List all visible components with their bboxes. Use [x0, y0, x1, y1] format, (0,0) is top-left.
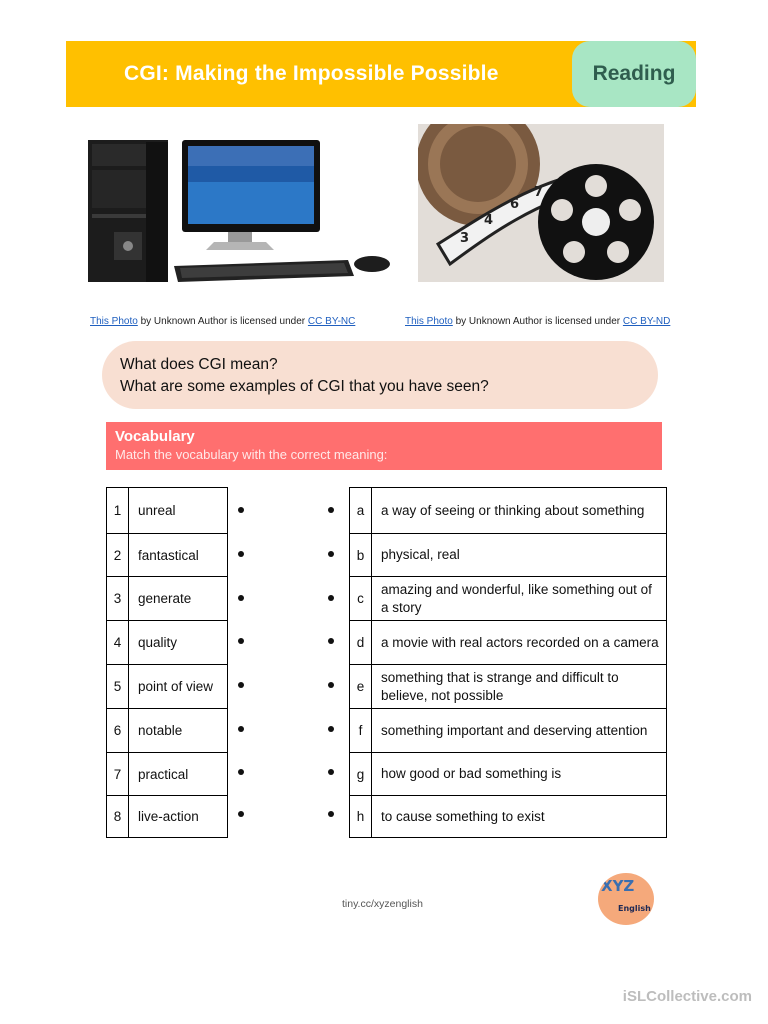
meaning-letter: h — [350, 796, 372, 838]
meaning-letter: c — [350, 577, 372, 621]
meaning-text: to cause something to exist — [372, 796, 667, 838]
meaning-text: something that is strange and difficult to believe, not possible — [372, 665, 667, 709]
film-frame-label: 4 — [484, 213, 494, 228]
footer-link[interactable]: tiny.cc/xyzenglish — [342, 898, 423, 910]
word-number: 6 — [107, 709, 129, 753]
word-term: unreal — [129, 488, 228, 534]
match-dot-meaning-a[interactable] — [328, 507, 334, 513]
word-term: point of view — [129, 665, 228, 709]
logo-letters: XYZ — [601, 877, 635, 895]
xyz-english-logo — [598, 873, 654, 925]
word-term: fantastical — [129, 534, 228, 577]
word-row — [107, 488, 228, 534]
page-title: CGI: Making the Impossible Possible — [124, 62, 499, 85]
match-dot-meaning-h[interactable] — [328, 811, 334, 817]
meaning-text: physical, real — [372, 534, 667, 577]
meaning-letter: e — [350, 665, 372, 709]
film-reel-photo — [418, 124, 664, 282]
match-dot-word-7[interactable] — [238, 769, 244, 775]
vocabulary-word-table — [106, 487, 228, 838]
photo-link[interactable]: This Photo — [90, 316, 138, 327]
question-2: What are some examples of CGI that you have seen? — [120, 378, 489, 395]
credit-text: by Unknown Author is licensed under — [140, 316, 306, 327]
meaning-row — [350, 753, 667, 796]
word-term: quality — [129, 621, 228, 665]
match-dot-word-5[interactable] — [238, 682, 244, 688]
photo-link[interactable]: This Photo — [405, 316, 453, 327]
meaning-text: something important and deserving attention — [372, 709, 667, 753]
vocabulary-meaning-table — [349, 487, 667, 838]
word-term: live-action — [129, 796, 228, 838]
license-link[interactable]: CC BY-ND — [622, 316, 671, 327]
match-dot-word-3[interactable] — [238, 595, 244, 601]
word-number: 3 — [107, 577, 129, 621]
meaning-text: a way of seeing or thinking about something — [372, 488, 667, 534]
meaning-text: a movie with real actors recorded on a camera — [372, 621, 667, 665]
match-dot-word-8[interactable] — [238, 811, 244, 817]
vocabulary-title: Vocabulary — [115, 428, 195, 445]
meaning-row — [350, 796, 667, 838]
word-row — [107, 534, 228, 577]
word-number: 4 — [107, 621, 129, 665]
match-dot-meaning-c[interactable] — [328, 595, 334, 601]
film-frame-label: 3 — [460, 231, 470, 246]
photo-credit-2 — [405, 316, 670, 327]
title-banner — [66, 41, 696, 107]
match-dot-word-6[interactable] — [238, 726, 244, 732]
match-dot-meaning-g[interactable] — [328, 769, 334, 775]
discussion-questions — [102, 341, 658, 409]
meaning-row — [350, 621, 667, 665]
meaning-text: amazing and wonderful, like something out of a story — [372, 577, 667, 621]
vocabulary-instruction: Match the vocabulary with the correct meaning: — [115, 447, 388, 462]
match-dot-word-2[interactable] — [238, 551, 244, 557]
match-dot-meaning-b[interactable] — [328, 551, 334, 557]
word-row — [107, 621, 228, 665]
word-number: 8 — [107, 796, 129, 838]
match-dot-meaning-f[interactable] — [328, 726, 334, 732]
match-dot-meaning-e[interactable] — [328, 682, 334, 688]
word-row — [107, 796, 228, 838]
reading-badge: Reading — [572, 41, 696, 107]
match-dot-meaning-d[interactable] — [328, 638, 334, 644]
word-number: 7 — [107, 753, 129, 796]
photo-credit-1 — [90, 316, 355, 327]
word-row — [107, 753, 228, 796]
meaning-row — [350, 577, 667, 621]
logo-word: English — [618, 904, 651, 913]
meaning-letter: a — [350, 488, 372, 534]
meaning-text: how good or bad something is — [372, 753, 667, 796]
meaning-row — [350, 709, 667, 753]
computer-photo — [86, 122, 392, 288]
credit-text: by Unknown Author is licensed under — [455, 316, 621, 327]
match-dot-word-4[interactable] — [238, 638, 244, 644]
word-row — [107, 709, 228, 753]
meaning-row — [350, 488, 667, 534]
meaning-row — [350, 665, 667, 709]
question-1: What does CGI mean? — [120, 356, 278, 373]
vocabulary-header — [106, 422, 662, 470]
word-number: 5 — [107, 665, 129, 709]
word-number: 1 — [107, 488, 129, 534]
word-row — [107, 665, 228, 709]
film-frame-label: 7 — [534, 185, 544, 200]
meaning-letter: d — [350, 621, 372, 665]
word-number: 2 — [107, 534, 129, 577]
word-term: generate — [129, 577, 228, 621]
meaning-letter: b — [350, 534, 372, 577]
word-term: notable — [129, 709, 228, 753]
brand-watermark: iSLCollective.com — [622, 988, 752, 1005]
word-term: practical — [129, 753, 228, 796]
film-frame-label: 6 — [510, 197, 520, 212]
word-row — [107, 577, 228, 621]
match-dot-word-1[interactable] — [238, 507, 244, 513]
license-link[interactable]: CC BY-NC — [307, 316, 356, 327]
meaning-letter: g — [350, 753, 372, 796]
meaning-row — [350, 534, 667, 577]
meaning-letter: f — [350, 709, 372, 753]
